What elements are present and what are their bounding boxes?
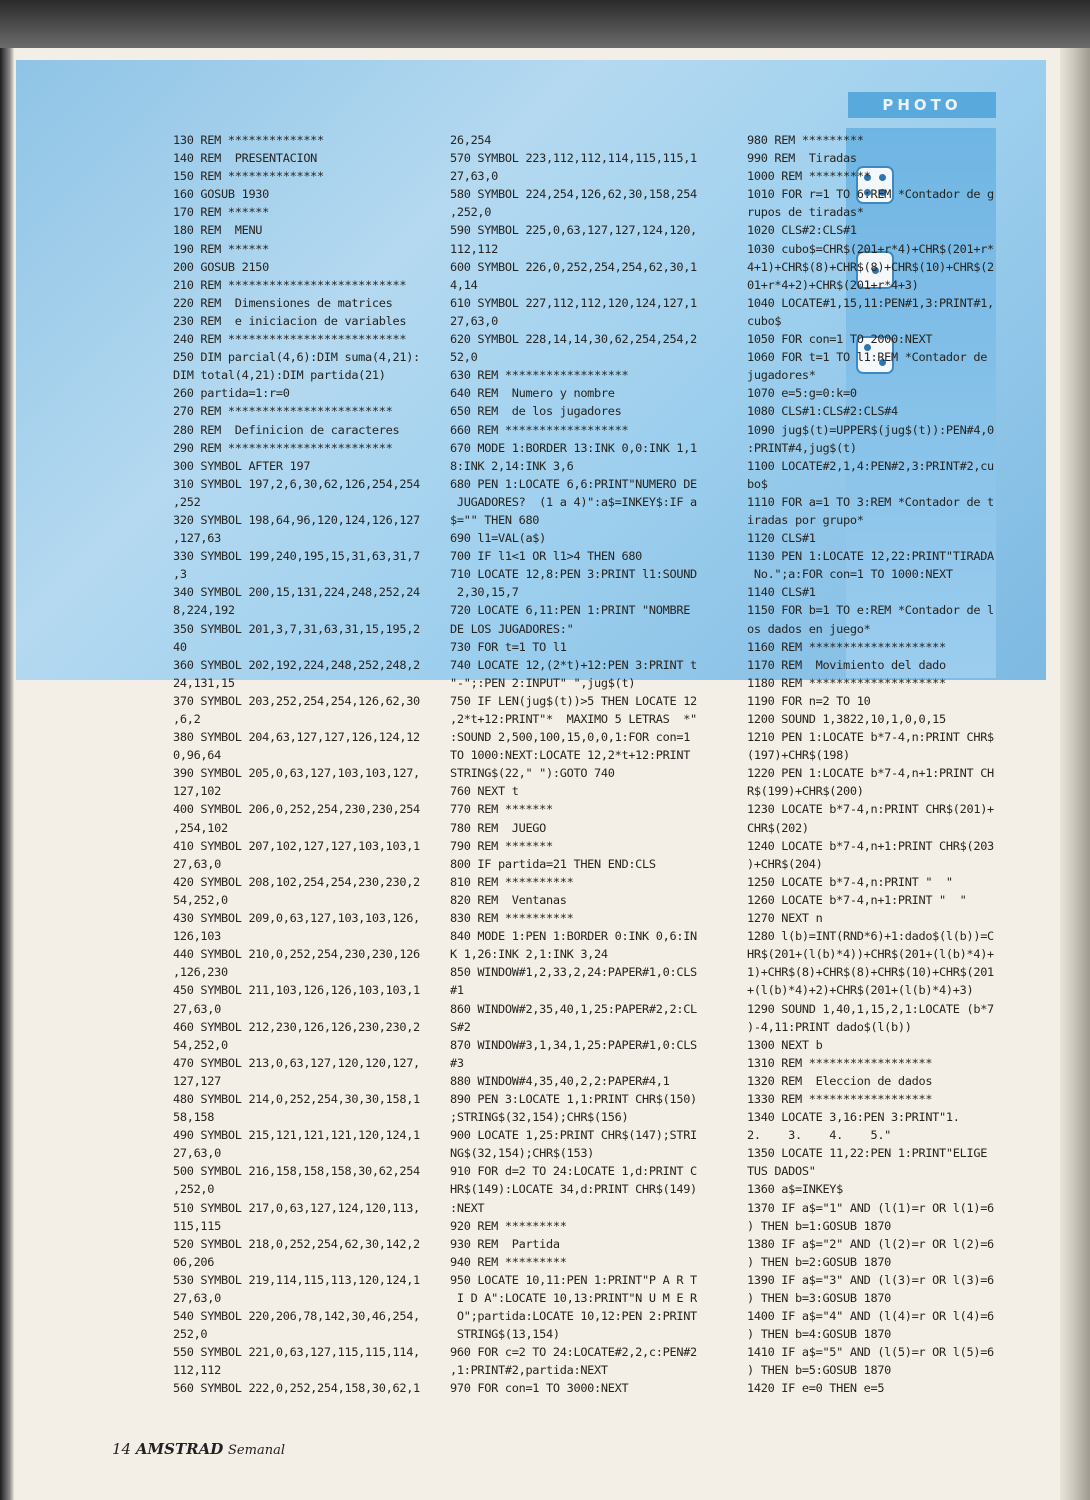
code-line: 210 REM ************************** [173, 277, 407, 292]
code-line: 280 REM Definicion de caracteres [173, 422, 400, 437]
code-line: CHR$(202) [747, 820, 809, 835]
code-line: 1310 REM ****************** [747, 1055, 933, 1070]
code-line: ) THEN b=3:GOSUB 1870 [747, 1291, 892, 1305]
code-line: 270 REM ************************ [173, 404, 393, 419]
code-line: 890 PEN 3:LOCATE 1,1:PRINT CHR$(150) [450, 1091, 697, 1106]
code-line: 940 REM ********* [450, 1254, 567, 1269]
code-line: 115,115 [173, 1218, 222, 1233]
code-line: ,3 [173, 567, 187, 582]
code-line: 480 SYMBOL 214,0,252,254,30,30,158,1 [173, 1091, 420, 1106]
code-line: 1160 REM ******************** [747, 639, 946, 654]
code-line: ) THEN b=1:GOSUB 1870 [747, 1218, 892, 1233]
code-line: 1290 SOUND 1,40,1,15,2,1:LOCATE (b*7 [747, 1001, 994, 1016]
code-line: ,252,0 [450, 205, 492, 220]
code-line: 900 LOCATE 1,25:PRINT CHR$(147);STRI [450, 1128, 697, 1143]
code-line: 790 REM ******* [450, 838, 553, 853]
scan-left-edge [0, 48, 14, 1500]
code-column-1 [173, 131, 435, 1398]
code-line: 620 SYMBOL 228,14,14,30,62,254,254,2 [450, 332, 697, 347]
code-line: 252,0 [173, 1327, 208, 1342]
code-line: bo$ [747, 476, 768, 491]
code-line: 180 REM MENU [173, 223, 263, 238]
code-line: HR$(201+(l(b)*4))+CHR$(201+(l(b)*4)+ [747, 947, 994, 962]
code-line: 420 SYMBOL 208,102,254,254,230,230,2 [173, 874, 420, 889]
code-line: 8:INK 2,14:INK 3,6 [450, 458, 574, 473]
code-line: 127,127 [173, 1073, 222, 1088]
code-line: 310 SYMBOL 197,2,6,30,62,126,254,254 [173, 476, 420, 491]
code-line: 54,252,0 [173, 1037, 228, 1052]
code-line: 970 FOR con=1 TO 3000:NEXT [450, 1381, 629, 1396]
code-line: 40 [173, 639, 187, 654]
code-line: 27,63,0 [173, 1146, 222, 1161]
code-line: 640 REM Numero y nombre [450, 386, 615, 401]
code-line: 0,96,64 [173, 748, 222, 763]
code-line: 470 SYMBOL 213,0,63,127,120,120,127, [173, 1055, 420, 1070]
code-line: 1400 IF a$="4" AND (l(4)=r OR l(4)=6 [747, 1309, 994, 1324]
code-line: 390 SYMBOL 205,0,63,127,103,103,127, [173, 766, 420, 781]
code-line: O";partida:LOCATE 10,12:PEN 2:PRINT [450, 1309, 697, 1324]
code-line: 660 REM ****************** [450, 422, 629, 437]
code-line: 1110 FOR a=1 TO 3:REM *Contador de t [747, 494, 994, 509]
code-line: 1280 l(b)=INT(RND*6)+1:dado$(l(b))=C [747, 929, 994, 944]
code-line: HR$(149):LOCATE 34,d:PRINT CHR$(149) [450, 1182, 697, 1197]
code-line: +(l(b)*4)+2)+CHR$(201+(l(b)*4)+3) [747, 983, 974, 998]
scan-right-edge [1060, 48, 1090, 1500]
code-line: 550 SYMBOL 221,0,63,127,115,115,114, [173, 1345, 420, 1360]
code-line: 580 SYMBOL 224,254,126,62,30,158,254 [450, 187, 697, 202]
code-line: 52,0 [450, 350, 478, 365]
code-line: 2. 3. 4. 5." [747, 1128, 892, 1143]
code-line: 740 LOCATE 12,(2*t)+12:PEN 3:PRINT t [450, 657, 697, 672]
code-line: ,126,230 [173, 965, 228, 980]
code-line: 1380 IF a$="2" AND (l(2)=r OR l(2)=6 [747, 1236, 994, 1251]
code-line: 360 SYMBOL 202,192,224,248,252,248,2 [173, 657, 420, 672]
magazine-name: AMSTRAD [135, 1440, 224, 1458]
code-line: 240 REM ************************** [173, 332, 407, 347]
code-line: 2,30,15,7 [450, 585, 519, 600]
code-line: ,127,63 [173, 531, 222, 546]
code-line: 920 REM ********* [450, 1218, 567, 1233]
code-line: 27,63,0 [450, 169, 499, 184]
page-footer [112, 1440, 285, 1458]
code-line: iradas por grupo* [747, 512, 864, 527]
code-line: #3 [450, 1055, 464, 1070]
code-line: 1010 FOR r=1 TO 6:REM *Contador de g [747, 187, 994, 202]
code-line: 26,254 [450, 133, 492, 147]
code-line: 720 LOCATE 6,11:PEN 1:PRINT "NOMBRE [450, 603, 691, 618]
code-line: 870 WINDOW#3,1,34,1,25:PAPER#1,0:CLS [450, 1037, 697, 1052]
code-line: 1200 SOUND 1,3822,10,1,0,0,15 [747, 712, 946, 726]
code-line: No.";a:FOR con=1 TO 1000:NEXT [747, 567, 953, 582]
code-line: 960 FOR c=2 TO 24:LOCATE#2,2,c:PEN#2 [450, 1345, 697, 1360]
code-line: TUS DADOS" [747, 1164, 816, 1179]
code-line: 1090 jug$(t)=UPPER$(jug$(t)):PEN#4,0 [747, 422, 994, 437]
code-line: :SOUND 2,500,100,15,0,0,1:FOR con=1 [450, 730, 691, 745]
code-line: ;STRING$(32,154);CHR$(156) [450, 1110, 629, 1125]
code-line: 160 GOSUB 1930 [173, 187, 270, 202]
code-line: 630 REM ****************** [450, 368, 629, 383]
code-line: 250 DIM parcial(4,6):DIM suma(4,21): [173, 350, 420, 365]
code-line: 820 REM Ventanas [450, 892, 567, 907]
code-line: 130 REM ************** [173, 133, 324, 147]
code-line: 1350 LOCATE 11,22:PEN 1:PRINT"ELIGE [747, 1146, 988, 1161]
code-line: 670 MODE 1:BORDER 13:INK 0,0:INK 1,1 [450, 440, 697, 455]
code-line: JUGADORES? (1 a 4)":a$=INKEY$:IF a [450, 494, 697, 509]
code-line: ) THEN b=5:GOSUB 1870 [747, 1363, 892, 1378]
code-line: 860 WINDOW#2,35,40,1,25:PAPER#2,2:CL [450, 1001, 697, 1016]
code-line: 1180 REM ******************** [747, 675, 946, 690]
code-line: NG$(32,154);CHR$(153) [450, 1146, 595, 1161]
code-line: 1230 LOCATE b*7-4,n:PRINT CHR$(201)+ [747, 802, 994, 817]
code-line: 230 REM e iniciacion de variables [173, 313, 407, 328]
code-line: 01+r*4+2)+CHR$(201+r*4+3) [747, 277, 919, 292]
code-line: 1270 NEXT n [747, 911, 823, 926]
code-line: 700 IF l1<1 OR l1>4 THEN 680 [450, 549, 643, 564]
code-line: 520 SYMBOL 218,0,252,254,62,30,142,2 [173, 1236, 420, 1251]
code-line: #1 [450, 983, 464, 998]
code-line: 1120 CLS#1 [747, 531, 816, 546]
code-line: 126,103 [173, 929, 222, 944]
photo-tab: PHOTO [848, 92, 996, 118]
code-line: ,252,0 [173, 1182, 215, 1197]
code-line: 140 REM PRESENTACION [173, 151, 318, 166]
code-line: (197)+CHR$(198) [747, 748, 850, 763]
code-line: 24,131,15 [173, 675, 235, 690]
code-line: 1190 FOR n=2 TO 10 [747, 693, 871, 708]
code-line: 590 SYMBOL 225,0,63,127,127,124,120, [450, 223, 697, 238]
code-line: 460 SYMBOL 212,230,126,126,230,230,2 [173, 1019, 420, 1034]
code-line: 290 REM ************************ [173, 440, 393, 455]
code-line: 1360 a$=INKEY$ [747, 1182, 844, 1197]
code-line: 1070 e=5:g=0:k=0 [747, 386, 857, 401]
code-line: 1240 LOCATE b*7-4,n+1:PRINT CHR$(203 [747, 838, 994, 853]
code-line: 570 SYMBOL 223,112,112,114,115,115,1 [450, 151, 697, 166]
code-line: I D A":LOCATE 10,13:PRINT"N U M E R [450, 1291, 697, 1305]
code-line: 810 REM ********** [450, 874, 574, 889]
code-line: 770 REM ******* [450, 802, 553, 817]
code-line: 1000 REM ********* [747, 169, 871, 184]
code-line: )-4,11:PRINT dado$(l(b)) [747, 1019, 912, 1034]
code-line: 1330 REM ****************** [747, 1091, 933, 1106]
code-line: 8,224,192 [173, 603, 235, 618]
code-line: TO 1000:NEXT:LOCATE 12,2*t+12:PRINT [450, 748, 691, 763]
code-line: 1150 FOR b=1 TO e:REM *Contador de l [747, 603, 994, 618]
code-line: 690 l1=VAL(a$) [450, 531, 547, 546]
code-line: ) THEN b=4:GOSUB 1870 [747, 1327, 892, 1342]
code-column-3 [747, 131, 994, 1398]
code-line: 430 SYMBOL 209,0,63,127,103,103,126, [173, 911, 420, 926]
code-line: 1370 IF a$="1" AND (l(1)=r OR l(1)=6 [747, 1200, 994, 1215]
scan-top-shadow [0, 0, 1090, 48]
code-line: K 1,26:INK 2,1:INK 3,24 [450, 947, 608, 962]
code-line: 06,206 [173, 1254, 215, 1269]
code-line: 58,158 [173, 1110, 215, 1125]
code-line: 27,63,0 [450, 313, 499, 328]
code-line: 1080 CLS#1:CLS#2:CLS#4 [747, 404, 898, 419]
code-line: 830 REM ********** [450, 911, 574, 926]
code-line: 910 FOR d=2 TO 24:LOCATE 1,d:PRINT C [450, 1164, 697, 1179]
code-line: 410 SYMBOL 207,102,127,127,103,103,1 [173, 838, 420, 853]
code-line: 127,102 [173, 784, 222, 799]
code-line: 540 SYMBOL 220,206,78,142,30,46,254, [173, 1309, 420, 1324]
code-line: 530 SYMBOL 219,114,115,113,120,124,1 [173, 1272, 420, 1287]
code-line: 1)+CHR$(8)+CHR$(8)+CHR$(10)+CHR$(201 [747, 965, 994, 980]
code-line: 340 SYMBOL 200,15,131,224,248,252,24 [173, 585, 420, 600]
code-line: 330 SYMBOL 199,240,195,15,31,63,31,7 [173, 549, 420, 564]
code-line: 440 SYMBOL 210,0,252,254,230,230,126 [173, 947, 420, 962]
code-line: 650 REM de los jugadores [450, 404, 622, 419]
code-line: 190 REM ****** [173, 241, 270, 256]
code-line: 300 SYMBOL AFTER 197 [173, 458, 311, 473]
code-line: S#2 [450, 1019, 471, 1034]
code-line: 1390 IF a$="3" AND (l(3)=r OR l(3)=6 [747, 1272, 994, 1287]
code-line: 1170 REM Movimiento del dado [747, 657, 946, 672]
code-line: os dados en juego* [747, 621, 871, 636]
code-line: DE LOS JUGADORES:" [450, 621, 574, 636]
code-line: 560 SYMBOL 222,0,252,254,158,30,62,1 [173, 1381, 420, 1396]
code-line: 980 REM ********* [747, 133, 864, 147]
code-line: 500 SYMBOL 216,158,158,158,30,62,254 [173, 1164, 420, 1179]
code-line: 27,63,0 [173, 1291, 222, 1305]
code-line: 1250 LOCATE b*7-4,n:PRINT " " [747, 874, 953, 889]
code-line: 1320 REM Eleccion de dados [747, 1073, 933, 1088]
code-line: 1300 NEXT b [747, 1037, 823, 1052]
code-line: 1220 PEN 1:LOCATE b*7-4,n+1:PRINT CH [747, 766, 994, 781]
code-line: 840 MODE 1:PEN 1:BORDER 0:INK 0,6:IN [450, 929, 697, 944]
code-line: 27,63,0 [173, 856, 222, 871]
code-line: DIM total(4,21):DIM partida(21) [173, 368, 386, 383]
code-line: 220 REM Dimensiones de matrices [173, 295, 393, 310]
code-line: 780 REM JUEGO [450, 820, 547, 835]
code-line: 950 LOCATE 10,11:PEN 1:PRINT"P A R T [450, 1272, 697, 1287]
code-line: :PRINT#4,jug$(t) [747, 440, 857, 455]
code-line: 200 GOSUB 2150 [173, 259, 270, 274]
code-line: 990 REM Tiradas [747, 151, 857, 166]
code-line: 380 SYMBOL 204,63,127,127,126,124,12 [173, 730, 420, 745]
code-line: 1060 FOR t=1 TO l1:REM *Contador de [747, 350, 988, 365]
code-line: 1030 cubo$=CHR$(201+r*4)+CHR$(201+r* [747, 241, 994, 256]
code-line: 1260 LOCATE b*7-4,n+1:PRINT " " [747, 892, 967, 907]
code-line: 490 SYMBOL 215,121,121,121,120,124,1 [173, 1128, 420, 1143]
code-line: $="" THEN 680 [450, 512, 540, 527]
code-line: 27,63,0 [173, 1001, 222, 1016]
code-line: 1130 PEN 1:LOCATE 12,22:PRINT"TIRADA [747, 549, 994, 564]
code-line: )+CHR$(204) [747, 856, 823, 871]
code-line: 54,252,0 [173, 892, 228, 907]
code-line: :NEXT [450, 1200, 485, 1215]
code-line: 1050 FOR con=1 TO 2000:NEXT [747, 332, 933, 347]
code-line: 1040 LOCATE#1,15,11:PEN#1,3:PRINT#1, [747, 295, 994, 310]
code-line: STRING$(22," "):GOTO 740 [450, 766, 615, 781]
code-line: 350 SYMBOL 201,3,7,31,63,31,15,195,2 [173, 621, 420, 636]
code-line: 260 partida=1:r=0 [173, 386, 290, 401]
code-line: 880 WINDOW#4,35,40,2,2:PAPER#4,1 [450, 1073, 670, 1088]
code-line: 680 PEN 1:LOCATE 6,6:PRINT"NUMERO DE [450, 476, 697, 491]
code-line: 800 IF partida=21 THEN END:CLS [450, 856, 656, 871]
code-line: R$(199)+CHR$(200) [747, 784, 864, 799]
code-line: ,1:PRINT#2,partida:NEXT [450, 1363, 608, 1378]
code-line: STRING$(13,154) [450, 1327, 560, 1342]
code-line: 750 IF LEN(jug$(t))>5 THEN LOCATE 12 [450, 693, 697, 708]
code-line: 1420 IF e=0 THEN e=5 [747, 1381, 885, 1396]
code-line: 1210 PEN 1:LOCATE b*7-4,n:PRINT CHR$ [747, 730, 994, 745]
code-line: 1340 LOCATE 3,16:PEN 3:PRINT"1. [747, 1110, 960, 1125]
code-line: jugadores* [747, 368, 816, 383]
code-line: 112,112 [173, 1363, 222, 1378]
code-line: 370 SYMBOL 203,252,254,254,126,62,30 [173, 693, 420, 708]
code-line: 600 SYMBOL 226,0,252,254,254,62,30,1 [450, 259, 697, 274]
code-line: ,252 [173, 494, 201, 509]
code-line: 4+1)+CHR$(8)+CHR$(8)+CHR$(10)+CHR$(2 [747, 259, 994, 274]
code-line: 4,14 [450, 277, 478, 292]
code-line: 320 SYMBOL 198,64,96,120,124,126,127 [173, 512, 420, 527]
code-line: ) THEN b=2:GOSUB 1870 [747, 1254, 892, 1269]
code-line: 1410 IF a$="5" AND (l(5)=r OR l(5)=6 [747, 1345, 994, 1360]
code-line: ,2*t+12:PRINT"* MAXIMO 5 LETRAS *" [450, 712, 697, 726]
code-column-2 [450, 131, 697, 1398]
code-line: 400 SYMBOL 206,0,252,254,230,230,254 [173, 802, 420, 817]
code-line: 170 REM ****** [173, 205, 270, 220]
code-line: cubo$ [747, 313, 782, 328]
code-line: ,254,102 [173, 820, 228, 835]
code-line: "-";:PEN 2:INPUT" ",jug$(t) [450, 675, 636, 690]
code-line: 510 SYMBOL 217,0,63,127,124,120,113, [173, 1200, 420, 1215]
code-line: 610 SYMBOL 227,112,112,120,124,127,1 [450, 295, 697, 310]
code-line: 1020 CLS#2:CLS#1 [747, 223, 857, 238]
code-line: 850 WINDOW#1,2,33,2,24:PAPER#1,0:CLS [450, 965, 697, 980]
code-line: 930 REM Partida [450, 1236, 560, 1251]
code-line: 760 NEXT t [450, 784, 519, 799]
code-line: 150 REM ************** [173, 169, 324, 184]
code-line: ,6,2 [173, 712, 201, 726]
magazine-edition: Semanal [228, 1443, 285, 1458]
code-line: rupos de tiradas* [747, 205, 864, 220]
code-line: 730 FOR t=1 TO l1 [450, 639, 567, 654]
page-number: 14 [112, 1440, 132, 1458]
code-line: 710 LOCATE 12,8:PEN 3:PRINT l1:SOUND [450, 567, 697, 582]
code-line: 1140 CLS#1 [747, 585, 816, 600]
code-line: 450 SYMBOL 211,103,126,126,103,103,1 [173, 983, 420, 998]
code-line: 112,112 [450, 241, 499, 256]
code-line: 1100 LOCATE#2,1,4:PEN#2,3:PRINT#2,cu [747, 458, 994, 473]
